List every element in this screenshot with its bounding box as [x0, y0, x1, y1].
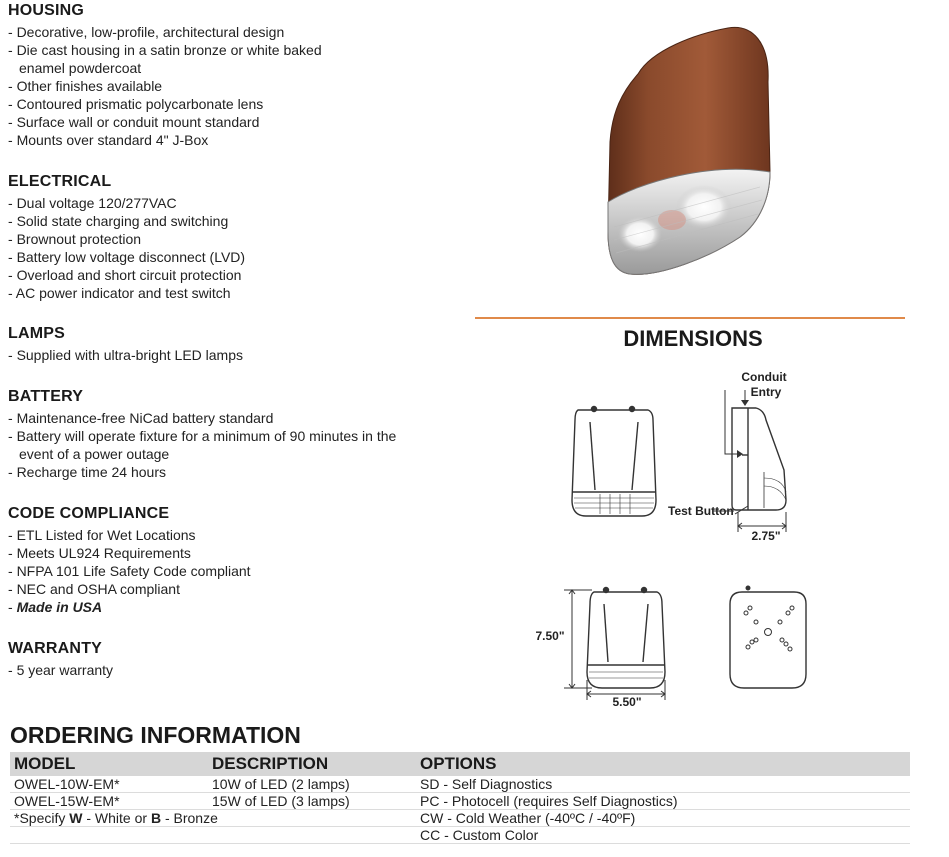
list-item: - Die cast housing in a satin bronze or white baked enamel powdercoat: [8, 41, 369, 77]
test-button-label: Test Button: [668, 504, 734, 518]
electrical-heading: ELECTRICAL: [8, 173, 112, 190]
specify-white-code: W: [69, 810, 83, 826]
dimensions-drawings: [520, 360, 840, 710]
specify-note: [10, 810, 416, 827]
table-cell: 10W of LED (2 lamps): [208, 776, 416, 793]
front-view-dimensioned-drawing: [587, 588, 665, 689]
table-row: [10, 776, 910, 793]
table-cell: 15W of LED (3 lamps): [208, 793, 416, 810]
table-row: [10, 827, 910, 844]
column-header-model: MODEL: [10, 752, 208, 776]
height-dimension: 7.50": [535, 629, 565, 643]
list-item: - Meets UL924 Requirements: [8, 544, 468, 562]
housing-section: [8, 2, 468, 149]
list-item: - Contoured prismatic polycarbonate lens: [8, 95, 468, 113]
list-item: - Battery will operate fixture for a minimum of 90 minutes in the event of a power outage: [8, 427, 417, 463]
housing-heading: HOUSING: [8, 2, 85, 19]
conduit-entry-label-2: Entry: [750, 385, 782, 399]
code-compliance-list: [8, 526, 468, 616]
list-item: - Dual voltage 120/277VAC: [8, 194, 468, 212]
ordering-table: [10, 752, 910, 844]
ordering-heading: ORDERING INFORMATION: [10, 722, 301, 748]
depth-dimension: 2.75": [751, 529, 781, 543]
warranty-heading: WARRANTY: [8, 640, 103, 657]
battery-section: [8, 388, 468, 481]
list-item: - Maintenance-free NiCad battery standard: [8, 409, 468, 427]
side-view-drawing: [725, 390, 786, 510]
table-cell: PC - Photocell (requires Self Diagnostics): [416, 793, 910, 810]
list-item: [8, 598, 468, 616]
list-item: - Solid state charging and switching: [8, 212, 468, 230]
list-item: - Mounts over standard 4" J-Box: [8, 131, 468, 149]
electrical-section: [8, 173, 468, 302]
list-item: - Surface wall or conduit mount standard: [8, 113, 468, 131]
column-header-description: DESCRIPTION: [208, 752, 416, 776]
back-view-drawing: [730, 586, 806, 688]
table-cell: OWEL-15W-EM*: [10, 793, 208, 810]
table-cell: [208, 827, 416, 844]
list-item: - Overload and short circuit protection: [8, 266, 468, 284]
made-in-usa: Made in USA: [16, 599, 103, 615]
dimensions-heading: DIMENSIONS: [623, 326, 763, 351]
product-photo: [600, 22, 790, 282]
width-dimension: 5.50": [612, 695, 642, 709]
electrical-list: [8, 194, 468, 302]
housing-list: [8, 23, 468, 149]
battery-heading: BATTERY: [8, 388, 84, 405]
list-item: - NEC and OSHA compliant: [8, 580, 468, 598]
list-item: - ETL Listed for Wet Locations: [8, 526, 468, 544]
list-item: - Battery low voltage disconnect (LVD): [8, 248, 468, 266]
conduit-entry-label-1: Conduit: [741, 370, 787, 384]
list-item: - Recharge time 24 hours: [8, 463, 468, 481]
table-cell: [10, 827, 208, 844]
list-item: - NFPA 101 Life Safety Code compliant: [8, 562, 468, 580]
table-header-row: [10, 752, 910, 776]
code-compliance-heading: CODE COMPLIANCE: [8, 505, 170, 522]
specify-prefix: *Specify: [14, 810, 70, 826]
list-item: - Supplied with ultra-bright LED lamps: [8, 346, 468, 364]
specify-mid: - White or: [82, 810, 151, 826]
warranty-list: [8, 661, 468, 679]
column-header-options: OPTIONS: [416, 752, 910, 776]
table-row: [10, 810, 910, 827]
list-item: - Other finishes available: [8, 77, 468, 95]
table-cell: CW - Cold Weather (-40ºC / -40ºF): [416, 810, 910, 827]
table-row: [10, 793, 910, 810]
battery-list: [8, 409, 468, 481]
lamps-section: [8, 325, 468, 364]
list-item: - 5 year warranty: [8, 661, 468, 679]
accent-divider: [475, 317, 905, 319]
specify-suffix: - Bronze: [161, 810, 218, 826]
list-item: - Brownout protection: [8, 230, 468, 248]
code-compliance-section: [8, 505, 468, 616]
list-item: - AC power indicator and test switch: [8, 284, 468, 302]
table-cell: SD - Self Diagnostics: [416, 776, 910, 793]
warranty-section: [8, 640, 468, 679]
table-cell: OWEL-10W-EM*: [10, 776, 208, 793]
lamps-list: [8, 346, 468, 364]
lamps-heading: LAMPS: [8, 325, 65, 342]
table-cell: CC - Custom Color: [416, 827, 910, 844]
specify-bronze-code: B: [150, 810, 162, 826]
front-view-drawing: [572, 407, 656, 517]
list-item: - Decorative, low-profile, architectural design: [8, 23, 468, 41]
